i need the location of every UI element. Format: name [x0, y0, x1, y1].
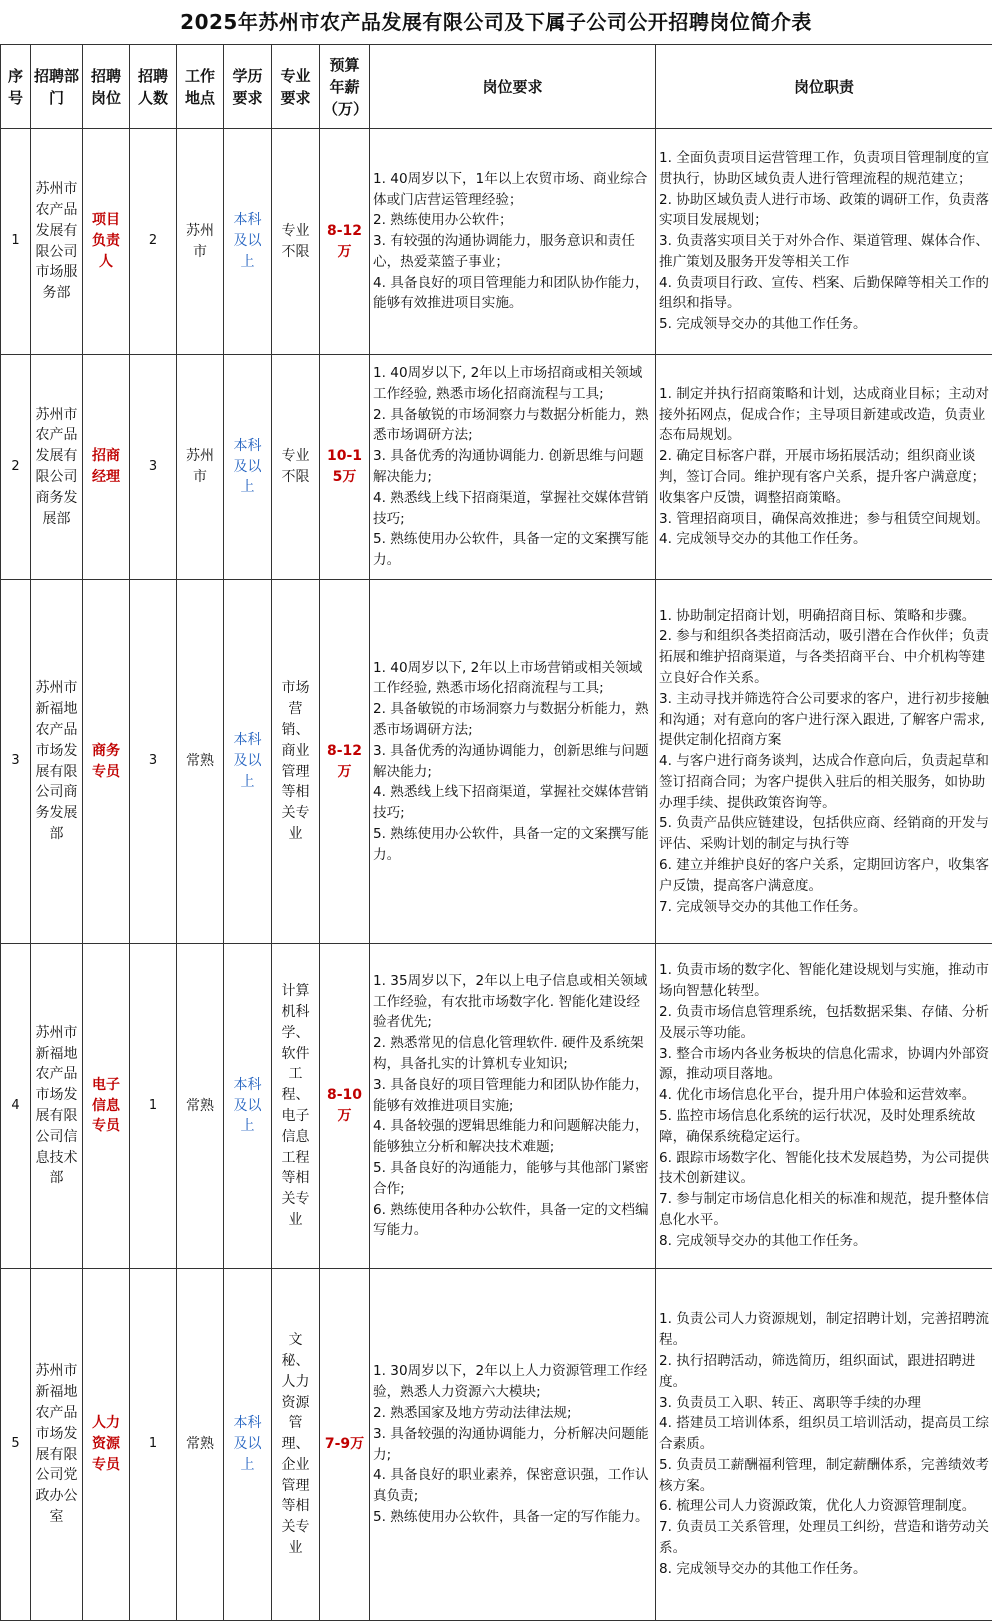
row-position: 人力资源专员	[83, 1269, 130, 1621]
header-education: 学历要求	[224, 45, 272, 129]
header-seq: 序号	[1, 45, 31, 129]
row-location: 常熟	[177, 944, 224, 1269]
row-duties: 1. 全面负责项目运营管理工作，负责项目管理制度的宣贯执行，协助区域负责人进行管理流程的规范建立； 2. 协助区域负责人进行市场、政策的调研工作，负责落实项目发展规划； 3. 负责落实项目关于对外合作、渠道管理、媒体合作、推广策划及服务开发等相关工作 4. 负责项目行政、宣传、档案、后勤保障等相关工作的组织和指导。 5. 完成领导交办的其他工作任务。	[656, 129, 992, 355]
row-education: 本科及以上	[224, 1269, 272, 1621]
row-salary: 10-15万	[320, 355, 370, 580]
row-requirements: 1. 40周岁以下，1年以上农贸市场、商业综合体或门店营运管理经验； 2. 熟练使用办公软件； 3. 有较强的沟通协调能力，服务意识和责任心，热爱菜篮子事业； 4. 具备良好的项目管理能力和团队协作能力，能够有效推进项目实施。	[370, 129, 656, 355]
row-dept: 苏州市农产品发展有限公司市场服务部	[31, 129, 83, 355]
header-major: 专业要求	[272, 45, 320, 129]
row-salary: 7-9万	[320, 1269, 370, 1621]
row-education: 本科及以上	[224, 355, 272, 580]
row-salary: 8-10万	[320, 944, 370, 1269]
row-count: 2	[130, 129, 177, 355]
table-row	[1, 129, 992, 355]
row-salary: 8-12万	[320, 129, 370, 355]
row-education: 本科及以上	[224, 129, 272, 355]
row-seq: 1	[1, 129, 31, 355]
row-duties: 1. 负责公司人力资源规划，制定招聘计划，完善招聘流程。 2. 执行招聘活动，筛选简历，组织面试，跟进招聘进度。 3. 负责员工入职、转正、离职等手续的办理 4. 搭建员工培训体系，组织员工培训活动，提高员工综合素质。 5. 负责员工薪酬福利管理，制定薪酬体系，完善绩效考核方案。 6. 梳理公司人力资源政策，优化人力资源管理制度。 7. 负责员工关系管理，处理员工纠纷，营造和谐劳动关系。 8. 完成领导交办的其他工作任务。	[656, 1269, 992, 1621]
page-title: 2025年苏州市农产品发展有限公司及下属子公司公开招聘岗位简介表	[180, 10, 812, 34]
row-count: 1	[130, 944, 177, 1269]
row-location: 苏州市	[177, 355, 224, 580]
row-dept: 苏州市农产品发展有限公司商务发展部	[31, 355, 83, 580]
row-duties: 1. 负责市场的数字化、智能化建设规划与实施，推动市场向智慧化转型。 2. 负责市场信息管理系统，包括数据采集、存储、分析及展示等功能。 3. 整合市场内各业务板块的信息化需求，协调内外部资源，推动项目落地。 4. 优化市场信息化平台，提升用户体验和运营效率。 5. 监控市场信息化系统的运行状况，及时处理系统故障，确保系统稳定运行。 6. 跟踪市场数字化、智能化技术发展趋势，为公司提供技术创新建议。 7. 参与制定市场信息化相关的标准和规范，提升整体信息化水平。 8. 完成领导交办的其他工作任务。	[656, 944, 992, 1269]
row-position: 电子信息专员	[83, 944, 130, 1269]
table-row	[1, 944, 992, 1269]
row-dept: 苏州市新福地农产品市场发展有限公司信息技术部	[31, 944, 83, 1269]
row-requirements: 1. 40周岁以下, 2年以上市场招商或相关领域工作经验, 熟悉市场化招商流程与工具; 2. 具备敏锐的市场洞察力与数据分析能力，熟悉市场调研方法; 3. 具备优秀的沟通协调能力. 创新思维与问题解决能力; 4. 熟悉线上线下招商渠道，掌握社交媒体营销技巧; 5. 熟练使用办公软件，具备一定的文案撰写能力。	[370, 355, 656, 580]
header-requirements: 岗位要求	[370, 45, 656, 129]
header-dept: 招聘部门	[31, 45, 83, 129]
header-location: 工作地点	[177, 45, 224, 129]
row-education: 本科及以上	[224, 944, 272, 1269]
header-position: 招聘岗位	[83, 45, 130, 129]
row-requirements: 1. 30周岁以下，2年以上人力资源管理工作经验，熟悉人力资源六大模块; 2. 熟悉国家及地方劳动法律法规; 3. 具备较强的沟通协调能力，分析解决问题能力; 4. 具备良好的职业素养，保密意识强，工作认真负责; 5. 熟练使用办公软件，具备一定的写作能力。	[370, 1269, 656, 1621]
row-major: 计算机科学、软件工程、电子信息工程等相关专业	[272, 944, 320, 1269]
row-major: 文秘、人力资源管理、企业管理等相关专业	[272, 1269, 320, 1621]
row-location: 苏州市	[177, 129, 224, 355]
row-location: 常熟	[177, 580, 224, 944]
row-seq: 4	[1, 944, 31, 1269]
row-count: 3	[130, 580, 177, 944]
row-seq: 2	[1, 355, 31, 580]
row-salary: 8-12万	[320, 580, 370, 944]
table-row	[1, 1269, 992, 1621]
table-row	[1, 355, 992, 580]
row-major: 专业不限	[272, 355, 320, 580]
row-major: 市场营销、商业管理等相关专业	[272, 580, 320, 944]
positions-table	[0, 44, 992, 1621]
row-seq: 3	[1, 580, 31, 944]
row-requirements: 1. 35周岁以下，2年以上电子信息或相关领域工作经验，有农批市场数字化. 智能化建设经验者优先; 2. 熟悉常见的信息化管理软件. 硬件及系统架构，具备扎实的计算机专业知识; 3. 具备良好的项目管理能力和团队协作能力，能够有效推进项目实施; 4. 具备较强的逻辑思维能力和问题解决能力，能够独立分析和解决技术难题; 5. 具备良好的沟通能力，能够与其他部门紧密合作; 6. 熟练使用各种办公软件，具备一定的文档编写能力。	[370, 944, 656, 1269]
row-position: 商务专员	[83, 580, 130, 944]
row-dept: 苏州市新福地农产品市场发展有限公司党政办公室	[31, 1269, 83, 1621]
row-position: 招商经理	[83, 355, 130, 580]
row-duties: 1. 制定并执行招商策略和计划，达成商业目标；主动对接外拓网点，促成合作；主导项目新建或改造，负责业态布局规划。 2. 确定目标客户群，开展市场拓展活动；组织商业谈判，签订合同。维护现有客户关系，提升客户满意度；收集客户反馈，调整招商策略。 3. 管理招商项目，确保高效推进；参与租赁空间规划。 4. 完成领导交办的其他工作任务。	[656, 355, 992, 580]
row-dept: 苏州市新福地农产品市场发展有限公司商务发展部	[31, 580, 83, 944]
header-row	[1, 45, 992, 129]
row-count: 3	[130, 355, 177, 580]
header-salary: 预算年薪（万）	[320, 45, 370, 129]
row-seq: 5	[1, 1269, 31, 1621]
row-requirements: 1. 40周岁以下, 2年以上市场营销或相关领域工作经验, 熟悉市场化招商流程与工具; 2. 具备敏锐的市场洞察力与数据分析能力，熟悉市场调研方法; 3. 具备优秀的沟通协调能力，创新思维与问题解决能力; 4. 熟悉线上线下招商渠道，掌握社交媒体营销技巧; 5. 熟练使用办公软件，具备一定的文案撰写能力。	[370, 580, 656, 944]
header-duties: 岗位职责	[656, 45, 992, 129]
header-count: 招聘人数	[130, 45, 177, 129]
row-count: 1	[130, 1269, 177, 1621]
row-major: 专业不限	[272, 129, 320, 355]
row-education: 本科及以上	[224, 580, 272, 944]
row-duties: 1. 协助制定招商计划，明确招商目标、策略和步骤。 2. 参与和组织各类招商活动，吸引潜在合作伙伴；负责拓展和维护招商渠道，与各类招商平台、中介机构等建立良好合作关系。 3. 主动寻找并筛选符合公司要求的客户，进行初步接触和沟通；对有意向的客户进行深入跟进, 了解客户需求, 提供定制化招商方案 4. 与客户进行商务谈判，达成合作意向后，负责起草和签订招商合同；为客户提供入驻后的相关服务，如协助办理手续、提供政策咨询等。 5. 负责产品供应链建设，包括供应商、经销商的开发与评估、采购计划的制定与执行等 6. 建立并维护良好的客户关系，定期回访客户，收集客户反馈，提高客户满意度。 7. 完成领导交办的其他工作任务。	[656, 580, 992, 944]
row-location: 常熟	[177, 1269, 224, 1621]
row-position: 项目负责人	[83, 129, 130, 355]
table-row	[1, 580, 992, 944]
